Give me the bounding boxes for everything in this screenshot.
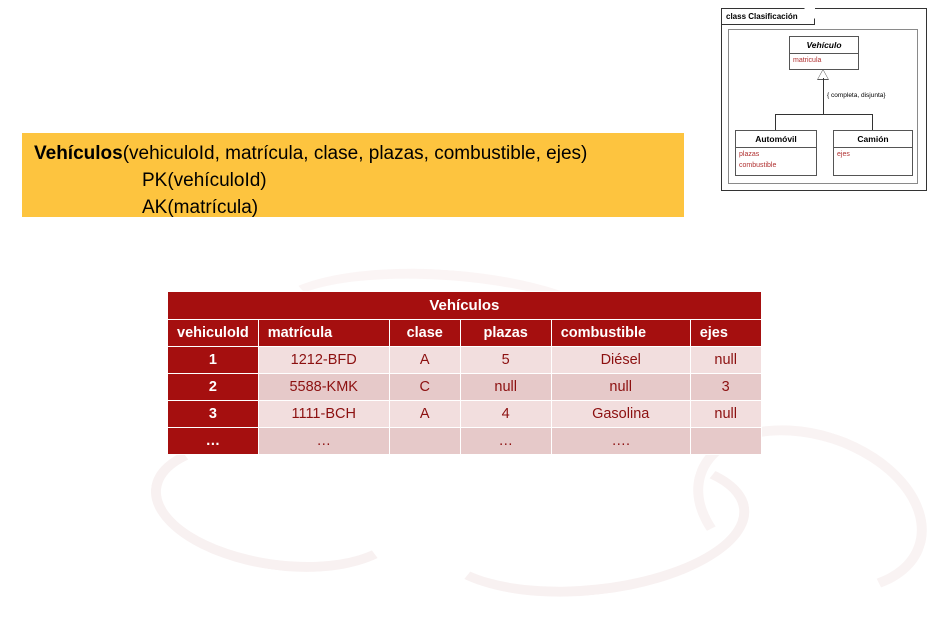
schema-relation-line [34,141,684,168]
cell-vehiculoid: 3 [168,401,259,428]
cell-ejes [690,428,761,455]
table-row [168,428,762,455]
cell-ejes: null [690,347,761,374]
table-row [168,347,762,374]
relational-schema-box [22,133,684,217]
cell-plazas: 4 [460,401,551,428]
uml-class-automovil [735,130,817,176]
uml-attribute: matricula [793,57,822,64]
column-header-clase: clase [389,320,460,347]
generalization-connector [775,114,776,130]
table-row [168,374,762,401]
table-title: Vehículos [168,292,762,320]
generalization-connector [775,114,873,115]
uml-class-vehiculo [789,36,859,70]
cell-ejes: null [690,401,761,428]
cell-clase: A [389,347,460,374]
column-header-combustible: combustible [551,320,690,347]
uml-diagram-canvas [728,29,918,184]
cell-vehiculoid: 2 [168,374,259,401]
schema-relation-name: Vehículos [34,143,123,164]
cell-matricula: 5588-KMK [258,374,389,401]
cell-combustible: null [551,374,690,401]
uml-attribute: combustible [739,161,777,169]
cell-combustible: …. [551,428,690,455]
column-header-plazas: plazas [460,320,551,347]
uml-class-camion [833,130,913,176]
cell-ejes: 3 [690,374,761,401]
column-header-matricula: matrícula [258,320,389,347]
schema-pk-line: PK(vehículoId) [142,169,267,191]
uml-class-camion-name: Camión [834,131,912,148]
background-swirl [424,439,757,612]
table-title-row [168,292,762,320]
uml-class-automovil-name: Automóvil [736,131,816,148]
uml-attribute: plazas [739,151,760,158]
uml-class-camion-attributes [834,148,912,165]
cell-clase: A [389,401,460,428]
cell-combustible: Gasolina [551,401,690,428]
column-header-ejes: ejes [690,320,761,347]
schema-ak-line: AK(matrícula) [142,196,259,218]
table-header-row [168,320,762,347]
column-header-vehiculoid: vehiculoId [168,320,259,347]
uml-attribute: ejes [837,151,850,158]
table-row [168,401,762,428]
uml-class-automovil-attributes [736,148,816,175]
cell-matricula: 1111-BCH [258,401,389,428]
uml-frame-label: class Clasificación [722,9,815,25]
uml-class-vehiculo-name: Vehículo [790,37,858,54]
cell-plazas: null [460,374,551,401]
vehiculos-data-table [167,291,762,455]
cell-matricula: … [258,428,389,455]
cell-matricula: 1212-BFD [258,347,389,374]
uml-class-diagram-frame [721,8,927,191]
uml-generalization-constraint: { completa, disjunta} [827,92,886,99]
cell-plazas: 5 [460,347,551,374]
generalization-connector [872,114,873,130]
cell-combustible: Diésel [551,347,690,374]
cell-vehiculoid: … [168,428,259,455]
cell-plazas: … [460,428,551,455]
generalization-connector [823,78,824,114]
cell-clase: C [389,374,460,401]
cell-clase [389,428,460,455]
schema-attribute-list: (vehiculoId, matrícula, clase, plazas, combustible, ejes) [122,143,588,164]
cell-vehiculoid: 1 [168,347,259,374]
